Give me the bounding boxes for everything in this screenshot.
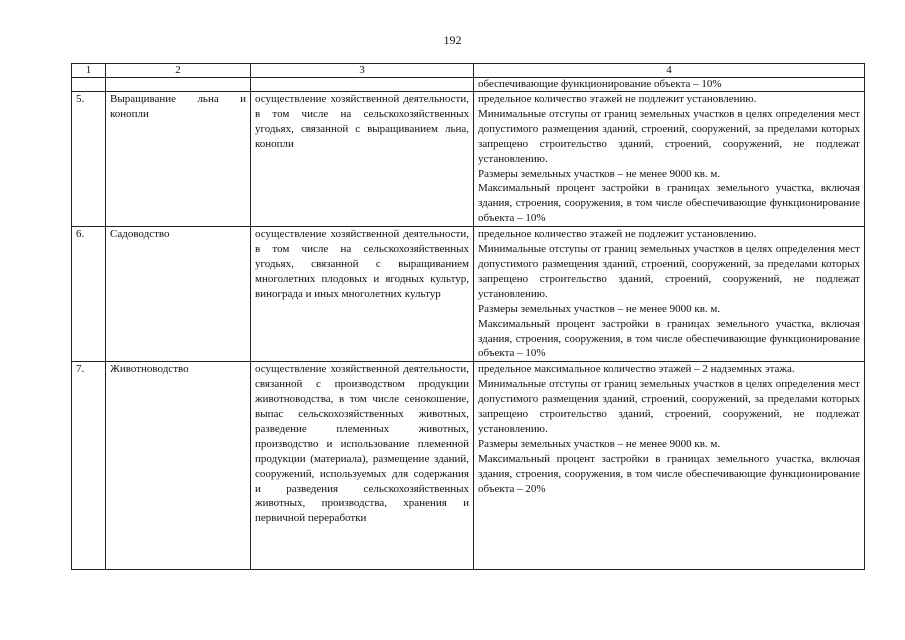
land-use-description: осуществление хозяйственной деятельности, в том числе на сельскохозяйственных угодьях, связанной с выращиванием льна, конопли xyxy=(251,92,474,227)
param-setbacks: Минимальные отступы от границ земельных участков в целях определения мест допустимого размещения зданий, строений, сооружений, за пределами которых запрещено строительство зданий, строений, сооружений, не подлежат установлению. xyxy=(478,378,860,435)
land-use-parameters xyxy=(474,362,865,570)
column-header-2: 2 xyxy=(106,64,251,78)
param-floors: предельное количество этажей не подлежит установлению. xyxy=(478,228,757,241)
column-number-row xyxy=(72,64,865,78)
param-coverage: Максимальный процент застройки в границах земельного участка, включая здания, строения, сооружения, в том числе обеспечивающие функционирование объекта – 10% xyxy=(478,317,860,360)
param-coverage: Максимальный процент застройки в границах земельного участка, включая здания, строения, сооружения, в том числе обеспечивающие функционирование объекта – 10% xyxy=(478,182,860,225)
param-coverage: Максимальный процент застройки в границах земельного участка, включая здания, строения, сооружения, в том числе обеспечивающие функционирование объекта – 20% xyxy=(478,452,860,495)
row-number: 6. xyxy=(72,227,106,362)
land-use-name: Садоводство xyxy=(106,227,251,362)
table-row xyxy=(72,227,865,362)
land-use-description: осуществление хозяйственной деятельности, связанной с производством продукции животноводства, в том числе сенокошение, выпас сельскохозяйственных животных, разведение племенных животных, производство и использование племенной продукции (материала), размещение зданий, сооружений, используемых для содержания и разведения сельскохозяйственных животных, производства, хранения и первичной переработки xyxy=(251,362,474,570)
column-header-4: 4 xyxy=(474,64,865,78)
table-row xyxy=(72,362,865,570)
param-plot-size: Размеры земельных участков – не менее 9000 кв. м. xyxy=(478,167,721,180)
table-row xyxy=(72,92,865,227)
param-floors: предельное количество этажей не подлежит установлению. xyxy=(478,93,757,105)
param-setbacks: Минимальные отступы от границ земельных участков в целях определения мест допустимого размещения зданий, строений, сооружений, за пределами которых запрещено строительство зданий, строений, сооружений, не подлежат установлению. xyxy=(478,243,860,300)
land-use-parameters xyxy=(474,92,865,227)
continuation-text: обеспечивающие функционирование объекта – 10% xyxy=(474,78,865,92)
param-floors: предельное максимальное количество этажей – 2 надземных этажа. xyxy=(478,363,795,376)
land-use-parameters xyxy=(474,227,865,362)
page-number: 192 xyxy=(443,33,462,47)
column-header-3: 3 xyxy=(251,64,474,78)
column-header-1: 1 xyxy=(72,64,106,78)
param-plot-size: Размеры земельных участков – не менее 9000 кв. м. xyxy=(478,437,721,450)
land-use-regulations-table xyxy=(71,63,865,570)
land-use-name: Выращивание льна и конопли xyxy=(106,92,251,227)
continuation-row xyxy=(72,78,865,92)
param-setbacks: Минимальные отступы от границ земельных участков в целях определения мест допустимого размещения зданий, строений, сооружений, за пределами которых запрещено строительство зданий, строений, сооружений, не подлежат установлению. xyxy=(478,107,860,165)
land-use-description: осуществление хозяйственной деятельности, в том числе на сельскохозяйственных угодьях, связанной с выращиванием многолетних плодовых и ягодных культур, винограда и иных многолетних культур xyxy=(251,227,474,362)
param-plot-size: Размеры земельных участков – не менее 9000 кв. м. xyxy=(478,302,721,315)
row-number: 7. xyxy=(72,362,106,570)
row-number: 5. xyxy=(72,92,106,227)
land-use-name: Животноводство xyxy=(106,362,251,570)
